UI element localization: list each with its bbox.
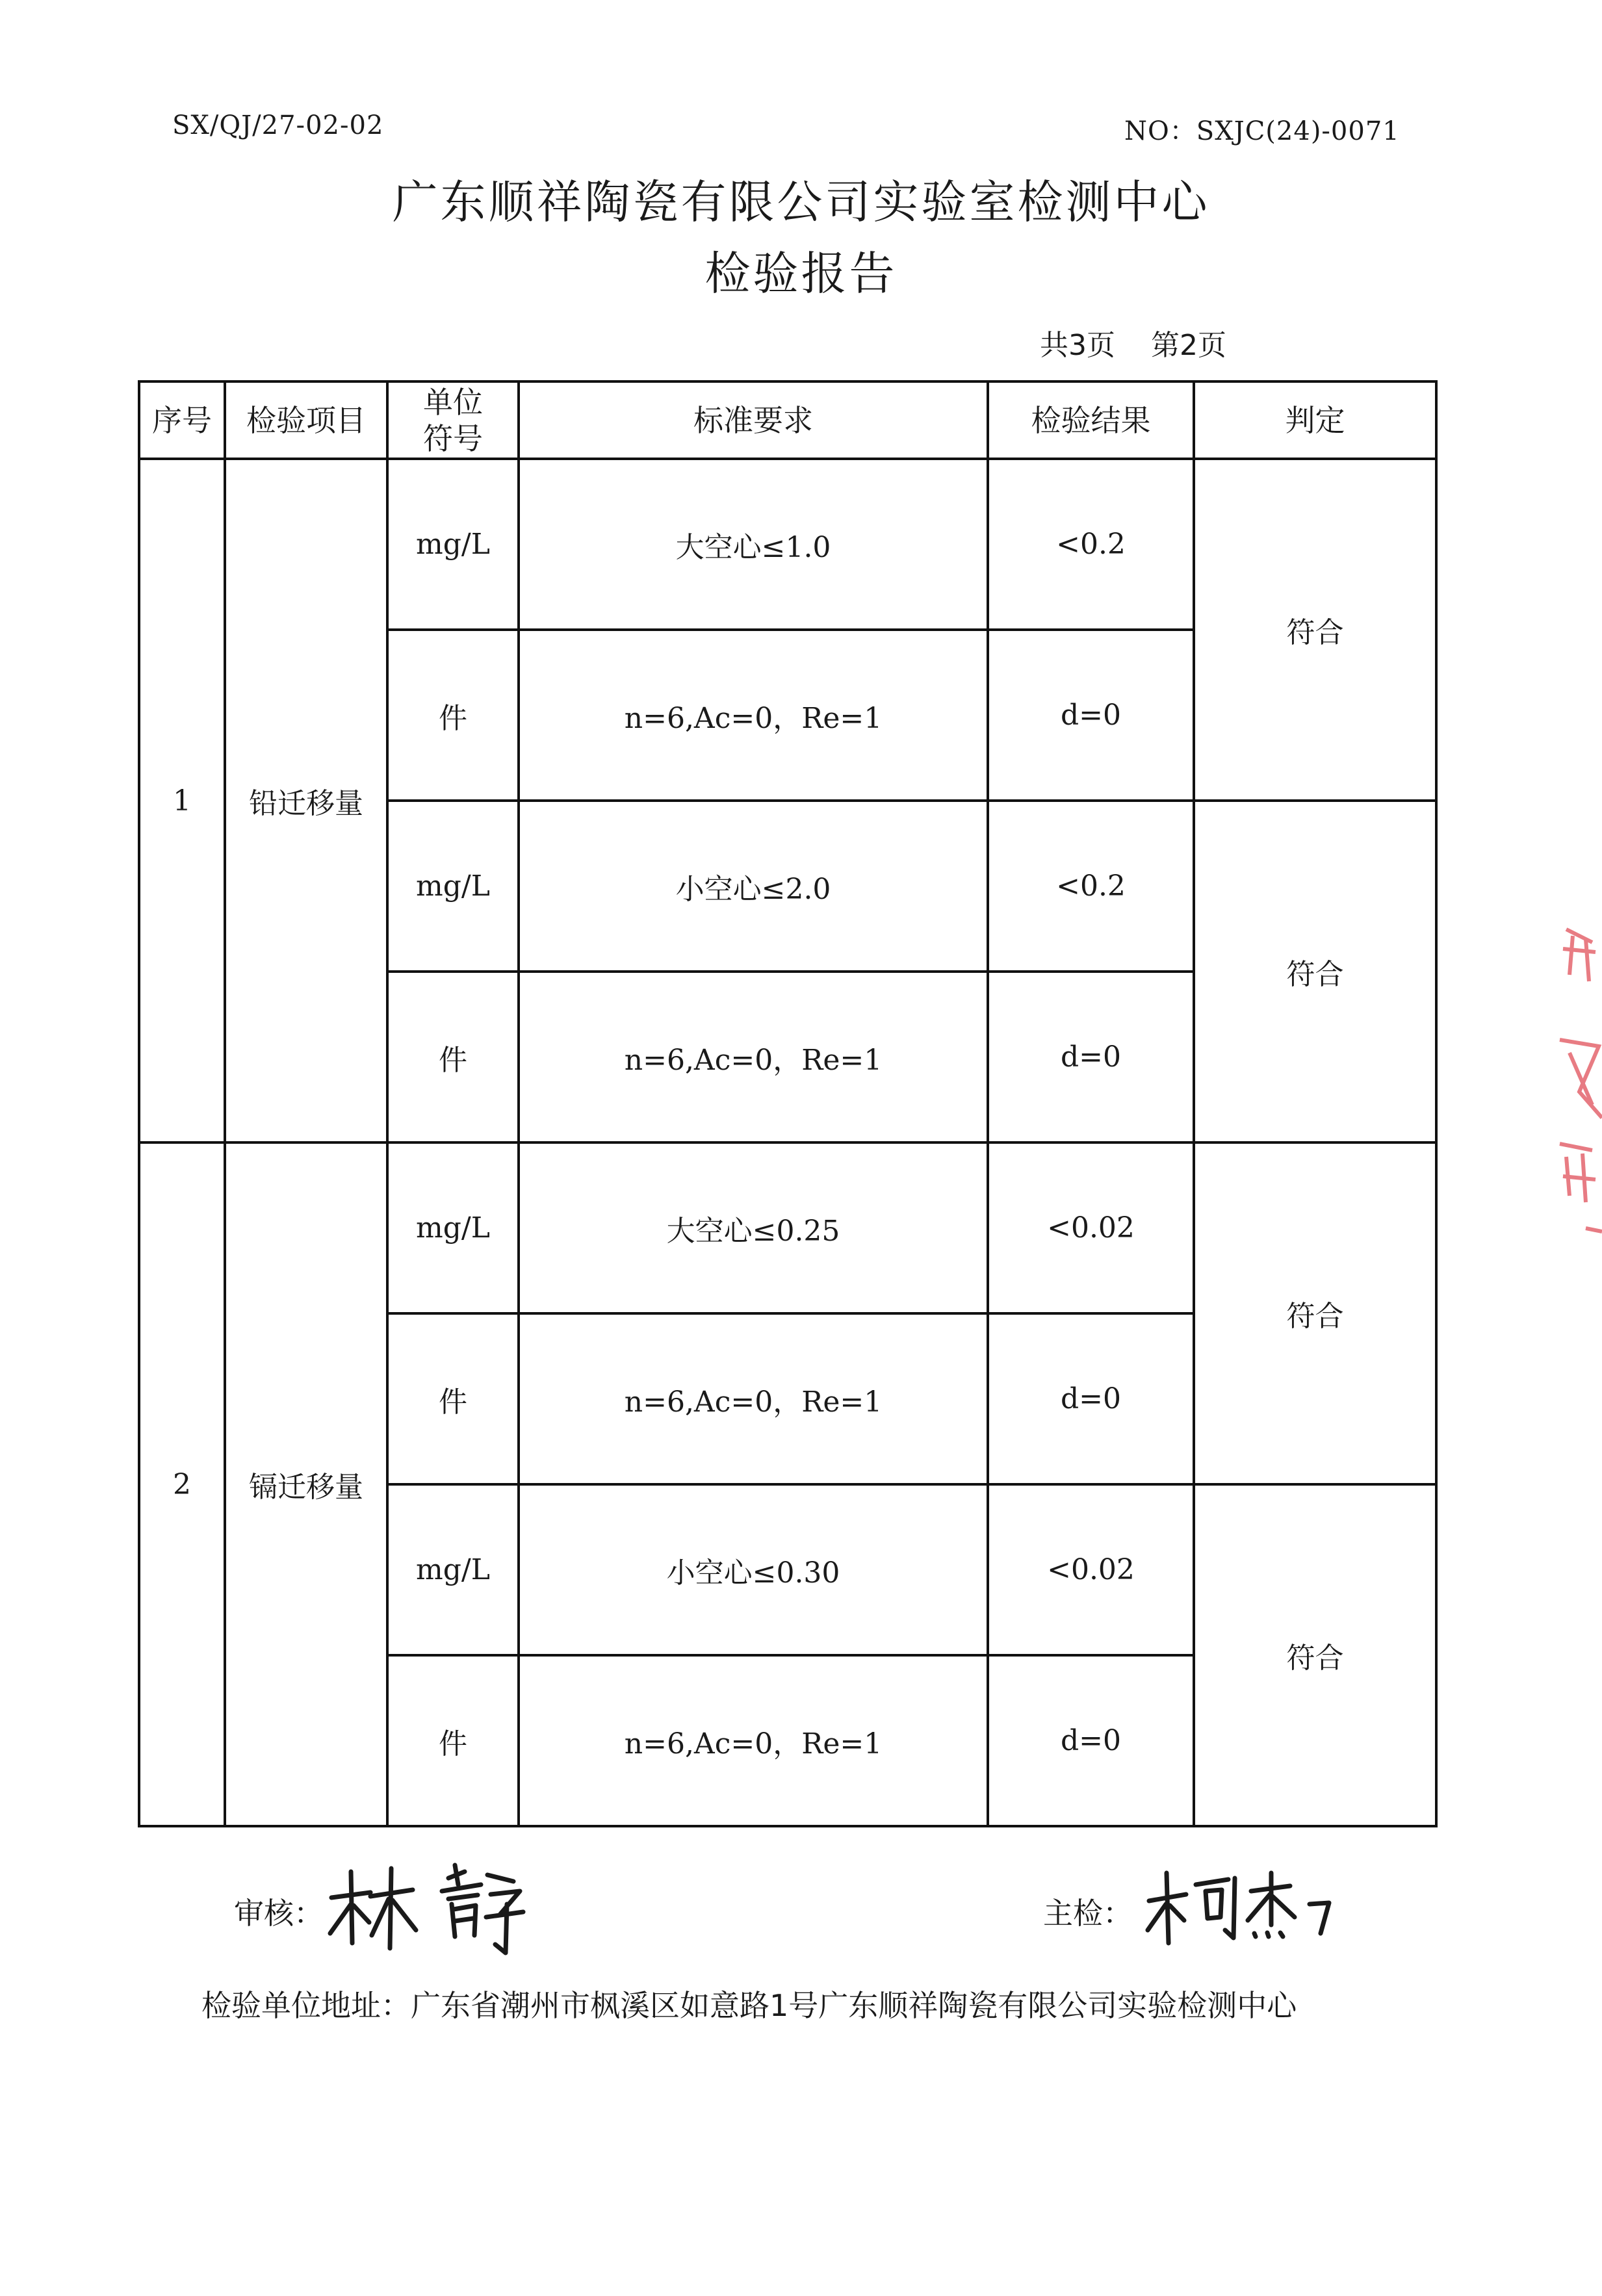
- standard-cell: n=6,Ac=0，Re=1: [519, 630, 988, 801]
- report-number: NO：SXJC(24)-0071: [1124, 116, 1400, 146]
- judgment-cell: 符合: [1194, 801, 1436, 1142]
- standard-cell: 大空心≤1.0: [519, 459, 988, 630]
- table-row: [139, 459, 1436, 630]
- header-standard: 标准要求: [519, 381, 988, 459]
- seq-cell: 1: [139, 459, 225, 1142]
- result-cell: <0.2: [988, 459, 1194, 630]
- current-page: 第2页: [1151, 329, 1226, 362]
- judgment-cell: 符合: [1194, 1484, 1436, 1826]
- document-code: SX/QJ/27-02-02: [172, 110, 384, 140]
- unit-cell: 件: [387, 972, 519, 1142]
- reviewer-label: 审核：: [234, 1896, 324, 1931]
- unit-cell: 件: [387, 630, 519, 801]
- result-cell: <0.2: [988, 801, 1194, 972]
- organization-title: 广东顺祥陶瓷有限公司实验室检测中心: [392, 175, 1210, 229]
- header-item: 检验项目: [225, 381, 387, 459]
- lab-address: 检验单位地址：广东省潮州市枫溪区如意路1号广东顺祥陶瓷有限公司实验检测中心: [201, 1988, 1297, 2023]
- standard-cell: n=6,Ac=0，Re=1: [519, 1313, 988, 1484]
- inspection-table: [138, 380, 1438, 1827]
- header-unit: [387, 381, 519, 459]
- header-unit-line2: 符号: [423, 420, 483, 456]
- result-cell: d=0: [988, 972, 1194, 1142]
- judgment-cell: 符合: [1194, 1142, 1436, 1484]
- result-cell: d=0: [988, 1313, 1194, 1484]
- item-cell: 铅迁移量: [225, 459, 387, 1142]
- header-result: 检验结果: [988, 381, 1194, 459]
- table-header-row: [139, 381, 1436, 459]
- standard-cell: n=6,Ac=0，Re=1: [519, 1655, 988, 1826]
- header-unit-line1: 单位: [423, 384, 483, 420]
- unit-cell: mg/L: [387, 1142, 519, 1313]
- item-cell: 镉迁移量: [225, 1142, 387, 1826]
- seq-cell: 2: [139, 1142, 225, 1826]
- result-cell: <0.02: [988, 1142, 1194, 1313]
- unit-cell: mg/L: [387, 801, 519, 972]
- table-row: [139, 1142, 1436, 1313]
- standard-cell: 大空心≤0.25: [519, 1142, 988, 1313]
- unit-cell: mg/L: [387, 459, 519, 630]
- result-cell: d=0: [988, 1655, 1194, 1826]
- inspector-signature: [1144, 1865, 1332, 1950]
- page-info: [1040, 322, 1226, 363]
- judgment-cell: 符合: [1194, 459, 1436, 801]
- result-cell: <0.02: [988, 1484, 1194, 1655]
- inspector-label: 主检：: [1043, 1896, 1133, 1931]
- unit-cell: mg/L: [387, 1484, 519, 1655]
- unit-cell: 件: [387, 1313, 519, 1484]
- header-seq: 序号: [139, 381, 225, 459]
- total-pages: 共3页: [1040, 329, 1115, 362]
- header-judgment: 判定: [1194, 381, 1436, 459]
- standard-cell: n=6,Ac=0，Re=1: [519, 972, 988, 1142]
- reviewer-signature: [325, 1859, 526, 1956]
- stamp-mark: [1547, 923, 1602, 1248]
- report-title: 检验报告: [704, 247, 898, 300]
- result-cell: d=0: [988, 630, 1194, 801]
- standard-cell: 小空心≤0.30: [519, 1484, 988, 1655]
- unit-cell: 件: [387, 1655, 519, 1826]
- standard-cell: 小空心≤2.0: [519, 801, 988, 972]
